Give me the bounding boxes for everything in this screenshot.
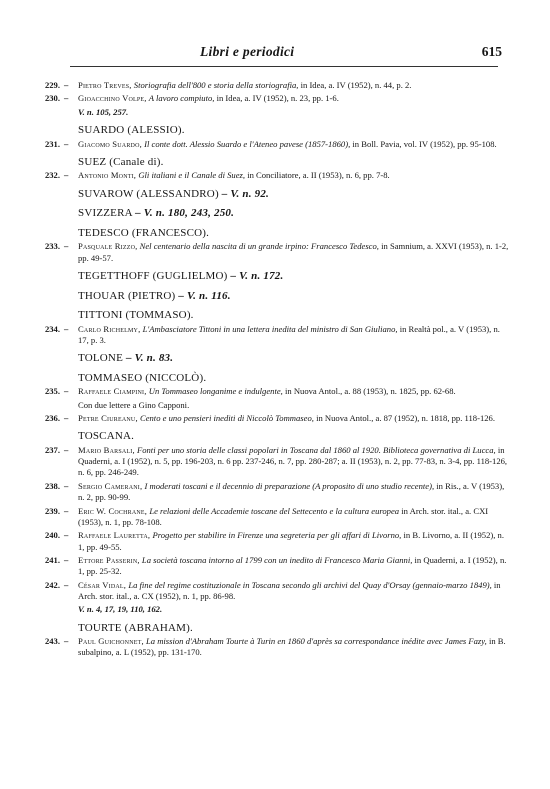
subject-heading [40,226,510,241]
subject-heading [40,351,510,366]
entry-author: Raffaele Lauretta, [78,530,151,541]
entry-publication: in Samnium, a. XXVI (1953), n. 1-2, pp. 49-57. [78,241,509,263]
bibliography-entry [40,324,510,347]
entry-number: 239. [44,505,60,516]
bibliography-entry [40,241,510,264]
entry-publication: in Idea, a. IV (1952), n. 44, p. 2. [300,80,412,90]
header-rule [70,66,498,67]
entry-number: 235. [44,386,60,397]
subject-heading-ref: – V. n. 83. [125,352,174,365]
entry-title: Un Tommaseo longanime e indulgente, [148,386,283,397]
entry-publication: in Nuova Antol., a. 88 (1953), n. 1825, pp. 62-68. [284,386,456,397]
entry-publication: in Arch. stor. ital., a. CXI (1953), n. 1, pp. 78-108. [78,505,489,527]
subject-heading-label: THOUAR (PIETRO) [78,289,176,302]
entry-publication: in Conciliatore, a. II (1953), n. 6, pp. 7-8. [247,170,390,181]
subject-heading [40,308,510,323]
subject-heading [40,429,510,444]
bibliography-entry [40,170,510,181]
entry-dash: – [64,579,69,590]
entry-number: 234. [44,323,60,334]
subject-heading-label: SUARDO (ALESSIO). [78,124,185,137]
subject-heading [40,206,510,221]
entry-number: 242. [44,579,60,590]
subject-heading-ref: – V. n. 180, 243, 250. [135,207,235,220]
entry-title: La società toscana intorno al 1799 con un inedito di Francesco Maria Gianni, [141,554,413,565]
subject-heading-label: SUVAROW (ALESSANDRO) [78,187,219,200]
entry-title: Storiografia dell'800 e storia della storiografia, [133,80,299,90]
subject-heading-label: TEGETTHOFF (GUGLIELMO) [78,269,228,282]
entry-number: 232. [44,170,60,181]
entry-author: Giacomo Suardo, [78,138,142,149]
entry-publication: in Ris., a. V (1953), n. 2, pp. 90-99. [78,480,505,503]
subject-heading [40,289,510,304]
entry-dash: – [64,241,69,252]
subject-heading [40,155,510,170]
entry-title: I moderati toscani e il decennio di preparazione (A proposito di uno studio recente), [144,480,435,491]
bibliography-entry [40,80,510,91]
subject-heading-label: TOSCANA. [78,430,135,443]
bibliography-entry [40,506,510,529]
entry-number: 240. [44,530,60,541]
entry-dash: – [64,412,69,423]
entry-number: 236. [44,412,60,423]
entry-author: Carlo Richelmy, [78,323,141,334]
bibliography-entry [40,530,510,553]
cross-reference: V. n. 105, 257. [78,106,129,117]
entry-dash: – [64,93,69,104]
entry-dash: – [64,505,69,516]
subject-heading-label: TITTONI (TOMMASO). [78,309,194,322]
entry-number: 229. [44,80,60,90]
entry-number: 243. [44,636,60,647]
entry-author: Petre Ciureanu, [78,412,138,423]
entry-author: Sergio Camerani, [78,480,143,491]
entry-dash: – [64,386,69,397]
bibliography-entry [40,139,510,150]
entry-number: 241. [44,554,60,565]
subject-heading [40,269,510,284]
entry-author: César Vidal, [78,579,127,590]
subject-heading-label: TOURTE (ABRAHAM). [78,621,193,634]
entry-publication: in Realtà pol., a. V (1953), n. 17, p. 3. [78,323,500,345]
subject-heading-label: TOLONE [78,352,123,365]
entry-publication: in Quaderni, a. I (1952), n. 5, pp. 196-203, n. 6 pp. 237-246, n. 7, pp. 280-287; a. II (1953), n. 2, pp. 77-83, n. 3-4, pp. 118-126, n. 6, pp. 246-249. [78,444,508,478]
entry-number: 238. [44,480,60,491]
entry-title: L'Ambasciatore Tittoni in una lettera inedita del ministro di San Giuliano, [142,323,398,334]
entry-publication: in Nuova Antol., a. 87 (1952), n. 1818, pp. 118-126. [316,412,496,423]
running-title: Libri e periodici [200,44,295,59]
bibliography-entry [40,413,510,424]
entry-dash: – [64,530,69,541]
entry-title: Fonti per uno storia delle classi popolari in Toscana dal 1860 al 1920. Biblioteca governativa di Lucca, [136,444,496,455]
bibliography-list [40,80,510,661]
entry-dash: – [64,138,69,149]
entry-publication: in Idea, a. IV (1952), n. 23, pp. 1-6. [216,93,339,104]
subject-heading-ref: – V. n. 172. [230,269,284,282]
entry-title: La mission d'Abraham Tourte à Turin en 1860 d'après sa correspondance inédite avec James Fazy, [145,636,487,647]
entry-title: Le relazioni delle Accademie toscane del Settecento e la cultura europea [149,505,400,516]
entry-author: Pietro Treves, [78,80,132,90]
entry-dash: – [64,554,69,565]
entry-author: Gioacchino Volpe, [78,93,147,104]
subject-heading [40,621,510,636]
entry-author: Pasquale Rizzo, [78,241,138,252]
entry-dash: – [64,80,69,90]
entry-dash: – [64,480,69,491]
entry-author: Raffaele Ciampini, [78,386,147,397]
entry-publication: in Boll. Pavia, vol. IV (1952), pp. 95-108. [352,138,497,149]
entry-publication: in Quaderni, a. I (1952), n. 1, pp. 25-32. [78,554,507,577]
entry-title: Cento e uno pensieri inediti di Niccolò Tommaseo, [139,412,314,423]
bibliography-entry [40,445,510,479]
entry-author: Paul Guichonnet, [78,636,144,647]
subject-heading-label: SUEZ (Canale di). [78,155,164,168]
entry-title: Progetto per stabilire in Firenze una segreteria per gli affari di Livorno, [152,530,402,541]
subject-heading [40,123,510,138]
subject-heading [40,187,510,202]
entry-number: 230. [44,93,60,104]
entry-number: 231. [44,138,60,149]
entry-note: Con due lettere a Gino Capponi. [78,399,190,410]
bibliography-entry [40,481,510,504]
subject-heading-ref: – V. n. 92. [221,187,270,200]
entry-dash: – [64,444,69,455]
entry-author: Mario Barsali, [78,444,135,455]
subject-heading-ref: – V. n. 116. [178,289,231,302]
entry-title: A lavoro compiuto, [148,93,215,104]
entry-publication: in B. subalpino, a. L (1952), pp. 131-170. [78,636,506,658]
entry-dash: – [64,323,69,334]
entry-number: 237. [44,444,60,455]
entry-number: 233. [44,241,60,252]
subject-heading [40,371,510,386]
entry-author: Antonio Monti, [78,170,137,181]
entry-title: La fine del regime costituzionale in Toscana secondo gli archivi del Quay d'Orsay (gennaio-marzo 1849), [128,579,492,590]
entry-publication: in Arch. stor. ital., a. CX (1952), n. 1, pp. 86-98. [78,579,501,601]
entry-title: Gli italiani e il Canale di Suez, [138,170,246,181]
subject-heading-label: SVIZZERA [78,207,133,220]
page-header [0,44,550,64]
bibliography-entry [40,555,510,578]
bibliography-entry [40,580,510,603]
entry-title: Il conte dott. Alessio Suardo e l'Ateneo pavese (1857-1860), [144,138,351,149]
entry-title: Nel centenario della nascita di un grande irpino: Francesco Tedesco, [139,241,379,252]
entry-author: Eric W. Cochrane, [78,505,148,516]
entry-dash: – [64,170,69,181]
entry-author: Ettore Passerin, [78,554,140,565]
bibliography-entry [40,636,510,659]
subject-heading-label: TOMMASEO (NICCOLÒ). [78,371,207,384]
cross-reference: V. n. 4, 17, 19, 110, 162. [78,604,163,615]
page-number: 615 [481,44,502,59]
entry-publication: in B. Livorno, a. II (1952), n. 1, pp. 49-55. [78,530,504,552]
subject-heading-label: TEDESCO (FRANCESCO). [78,226,210,239]
bibliography-entry [40,386,510,397]
bibliography-entry [40,93,510,104]
entry-dash: – [64,636,69,647]
